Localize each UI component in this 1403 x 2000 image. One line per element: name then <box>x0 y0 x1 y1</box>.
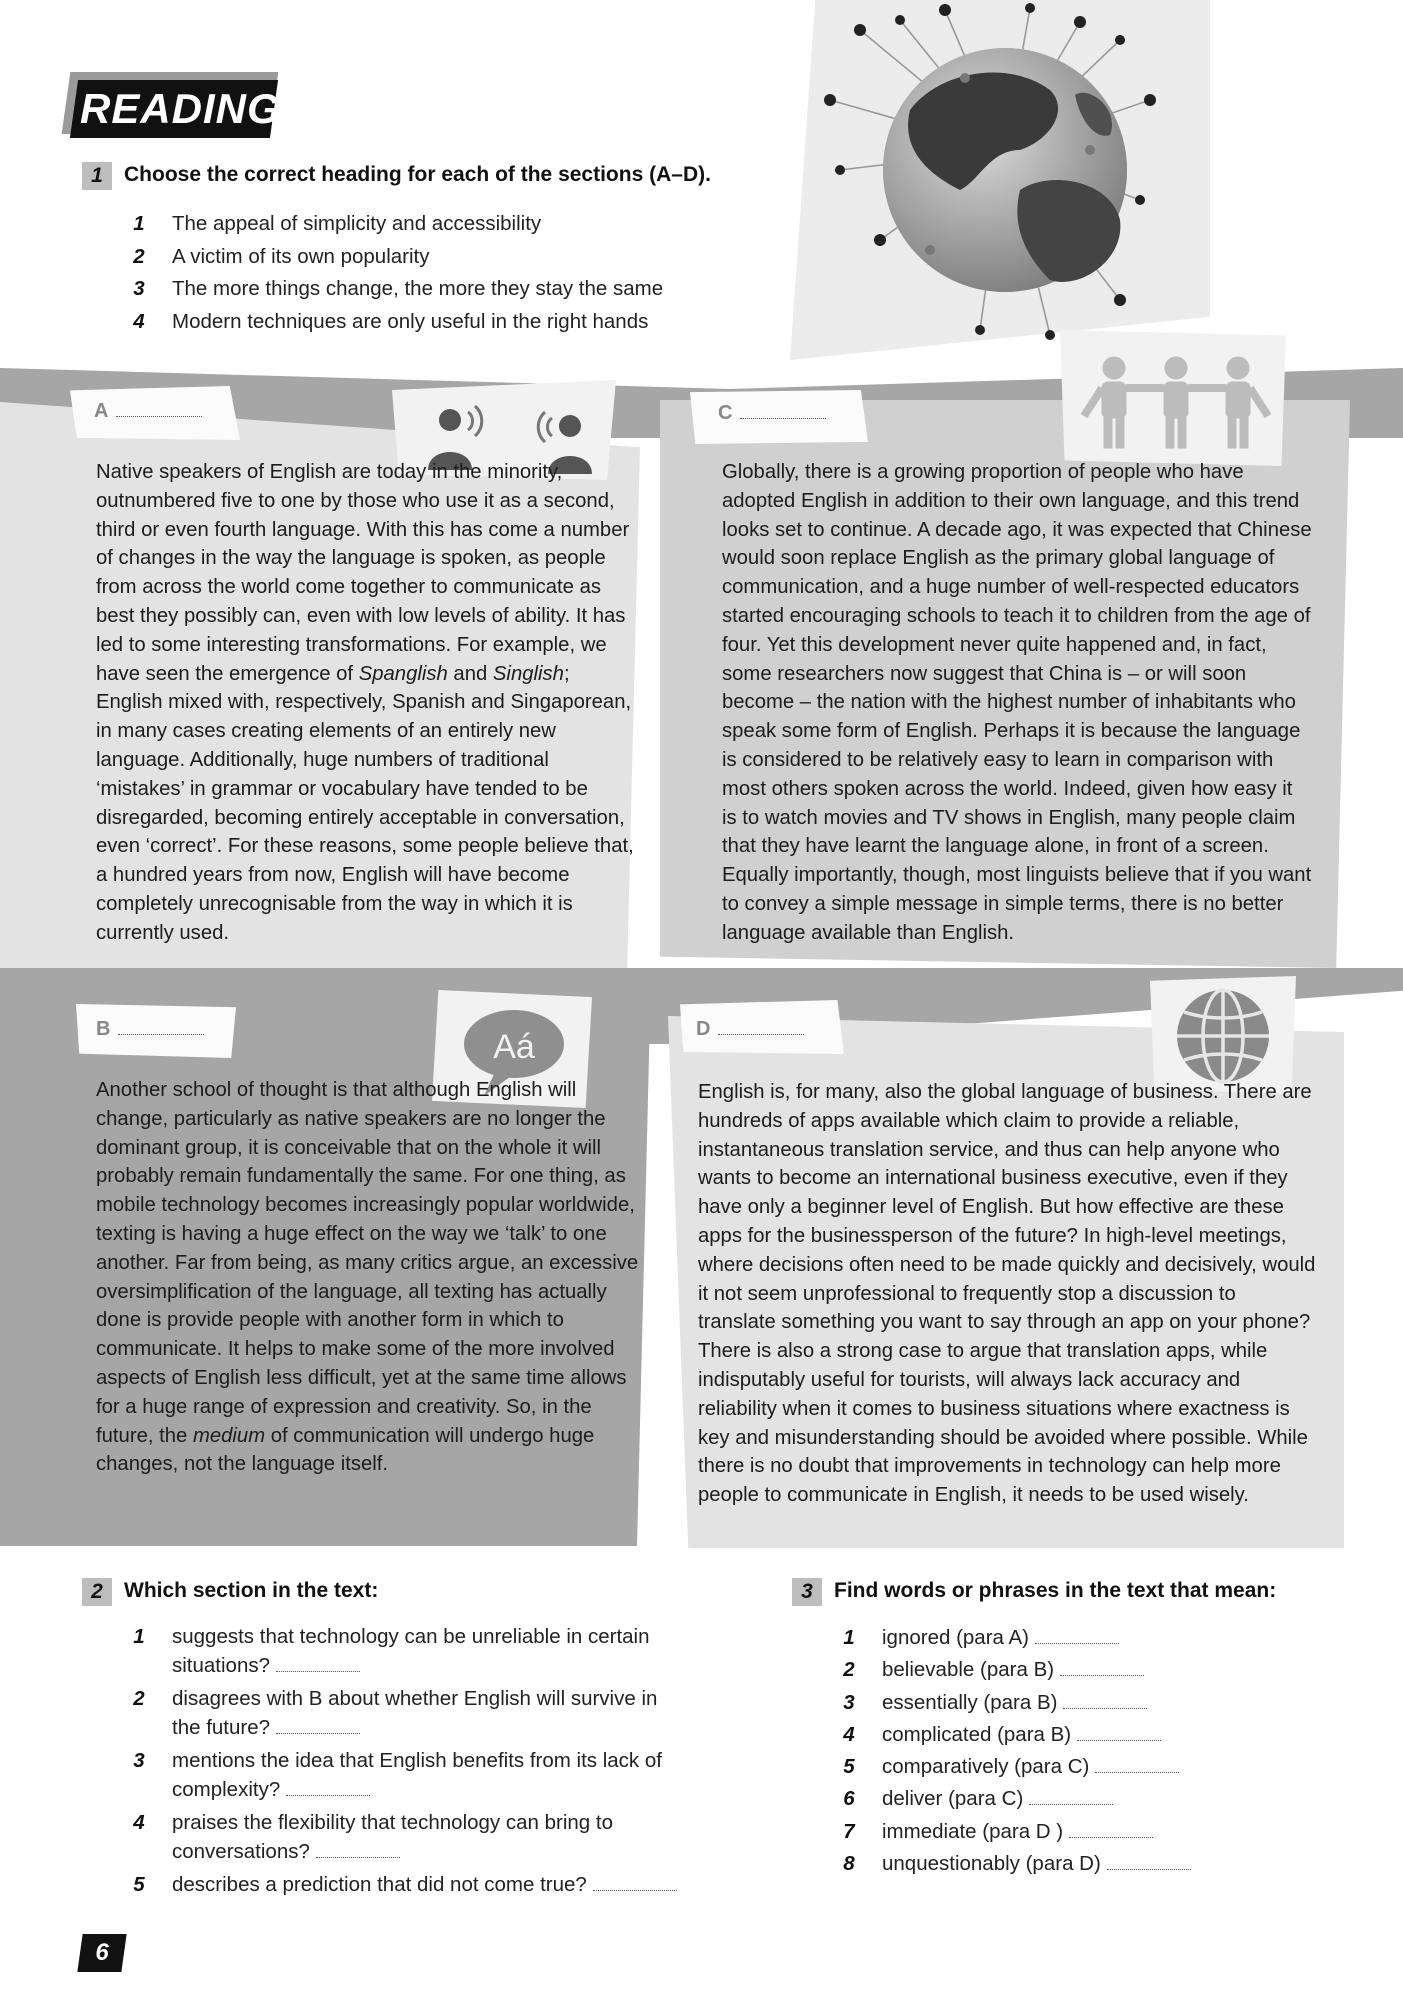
item-text: The more things change, the more they stay the same <box>172 277 664 300</box>
section-b-term: medium <box>192 1424 266 1447</box>
list-item <box>834 1687 1354 1719</box>
item-text: comparatively (para C) <box>882 1755 1090 1779</box>
list-item <box>124 273 724 306</box>
item-number: 3 <box>843 1690 855 1714</box>
section-a-term-2: Singlish <box>492 662 564 685</box>
section-d-label <box>696 1018 804 1041</box>
section-a-letter: A <box>94 400 109 422</box>
item-text: immediate (para D ) <box>882 1819 1064 1843</box>
exercise-1-number: 1 <box>82 162 112 190</box>
answer-blank[interactable] <box>1035 1642 1119 1644</box>
item-number: 1 <box>133 1625 145 1648</box>
item-text: mentions the idea that English benefits from its lack of complexity? <box>172 1749 662 1801</box>
answer-blank[interactable] <box>1069 1836 1153 1838</box>
item-text: essentially (para B) <box>882 1690 1058 1714</box>
section-c-text <box>722 458 1312 948</box>
item-text: complicated (para B) <box>882 1722 1072 1746</box>
item-text: believable (para B) <box>882 1658 1055 1682</box>
list-item <box>124 1870 684 1899</box>
section-b-text <box>96 1076 642 1479</box>
list-item <box>124 208 724 241</box>
exercise-3-list <box>834 1622 1354 1880</box>
list-item <box>834 1848 1354 1880</box>
answer-blank[interactable] <box>1095 1771 1179 1773</box>
globe-icon <box>1168 984 1278 1088</box>
page-number: 6 <box>95 1939 109 1966</box>
section-a-answer-blank[interactable] <box>116 416 202 417</box>
item-text: Modern techniques are only useful in the right hands <box>172 309 649 333</box>
list-item <box>834 1654 1354 1686</box>
item-number: 4 <box>133 1811 145 1834</box>
exercise-3-instruction: Find words or phrases in the text that mean: <box>834 1579 1277 1602</box>
item-number: 2 <box>843 1658 855 1682</box>
section-a-label <box>94 400 202 423</box>
list-item <box>124 241 724 274</box>
item-text: unquestionably (para D) <box>882 1852 1101 1876</box>
people-holding-hands-icon <box>1076 352 1276 452</box>
section-d-paragraph: English is, for many, also the global language of business. There are hundreds of apps available which claim to provide a reliable, instantaneous translation service, and thus can help anyone who wants to become an international business executive, even if they have only a beginner level of English. But how effective are these apps for the businessperson of the future? In high-level meetings, where decisions often need to be made quickly and decisively, would it not seem unprofessional to frequently stop a discussion to translate something you want to say through an app on your phone? There is also a strong case to argue that translation apps, while indisputably useful for tourists, will always lack accuracy and reliability when it comes to business situations where exactness is key and misunderstanding should be avoided where possible. While there is no doubt that improvements in technology can help more people to communicate in English, it needs to be used wisely. <box>698 1081 1316 1507</box>
item-text: disagrees with B about whether English will survive in the future? <box>172 1687 658 1739</box>
section-b-paragraph: Another school of thought is that although English will change, particularly as native speakers are no longer the dominant group, it is conceivable that on the whole it will probably remain fundamentally the same. For one thing, as mobile technology becomes increasingly popular worldwide, texting is having a huge effect on the way we ‘talk’ to one another. Far from being, as many critics argue, an excessive oversimplification of the language, all texting has actually done is provide people with another form in which to communicate. It helps to make some of the more involved aspects of English less difficult, yet at the same time allows for a huge range of expression and creativity. So, in the future, the <box>96 1079 639 1447</box>
section-d-letter: D <box>696 1018 711 1040</box>
section-c-label <box>718 402 826 425</box>
section-a-and: and <box>447 662 493 685</box>
section-c-answer-blank[interactable] <box>740 418 826 419</box>
item-number: 6 <box>843 1787 855 1811</box>
item-number: 5 <box>133 1873 145 1896</box>
answer-blank[interactable] <box>1107 1868 1191 1870</box>
section-b-answer-blank[interactable] <box>118 1034 204 1035</box>
exercise-2-number: 2 <box>82 1578 112 1606</box>
list-item <box>124 1622 684 1680</box>
item-number: 3 <box>133 277 145 300</box>
section-a-term-1: Spanglish <box>358 662 448 685</box>
section-b-paragraph-rest: of communication will undergo huge changes, not the language itself. <box>96 1424 595 1476</box>
item-text: deliver (para C) <box>882 1787 1024 1811</box>
section-c-paragraph: Globally, there is a growing proportion of people who have adopted English in addition to their own language, and this trend looks set to continue. A decade ago, it was expected that Chinese would soon replace English as the primary global language of communication, and a huge number of well-respected educators started encouraging schools to teach it to children from the age of four. Yet this development never quite happened and, in fact, some researchers now suggest that China is – or will soon become – the nation with the highest number of inhabitants who speak some form of English. Perhaps it is because the language is considered to be relatively easy to learn in comparison with most others spoken across the world. Indeed, given how easy it is to watch movies and TV shows in English, many people claim that they have learnt the language alone, in front of a screen. Equally importantly, though, most linguists believe that if you want to convey a simple message in simple terms, there is no better language available than English. <box>722 461 1312 944</box>
speech-bubble-text: Aá <box>493 1028 535 1066</box>
exercise-2-instruction: Which section in the text: <box>124 1579 379 1602</box>
item-number: 8 <box>843 1852 855 1876</box>
section-d-answer-blank[interactable] <box>718 1034 804 1035</box>
answer-blank[interactable] <box>276 1732 360 1734</box>
list-item <box>834 1816 1354 1848</box>
section-a-paragraph-rest: ; English mixed with, respectively, Spanish and Singaporean, in many cases creating elements of an entirely new language. Additionally, huge numbers of traditional ‘mistakes’ in grammar or vocabulary have tended to be disregarded, becoming entirely acceptable in conversation, even ‘correct’. For these reasons, some people believe that, a hundred years from now, English will have become completely unrecognisable from the way in which it is currently used. <box>96 662 634 944</box>
section-c-letter: C <box>718 402 733 424</box>
item-number: 3 <box>133 1749 145 1772</box>
list-item <box>124 306 724 339</box>
item-number: 4 <box>133 309 145 333</box>
item-number: 4 <box>843 1722 855 1746</box>
item-number: 7 <box>843 1819 855 1843</box>
list-item <box>124 1684 684 1742</box>
list-item <box>124 1746 684 1804</box>
answer-blank[interactable] <box>1029 1803 1113 1805</box>
exercise-2-list <box>124 1622 684 1899</box>
answer-blank[interactable] <box>316 1856 400 1858</box>
answer-blank[interactable] <box>276 1670 360 1672</box>
list-item <box>834 1622 1354 1654</box>
section-b-label <box>96 1018 204 1041</box>
item-text: describes a prediction that did not come true? <box>172 1873 587 1896</box>
answer-blank[interactable] <box>593 1889 677 1891</box>
item-number: 1 <box>133 212 145 235</box>
list-item <box>834 1783 1354 1815</box>
item-number: 2 <box>133 1687 145 1710</box>
item-text: praises the flexibility that technology can bring to conversations? <box>172 1811 614 1863</box>
list-item <box>834 1719 1354 1751</box>
exercise-1-list <box>124 208 724 338</box>
page-title: READING <box>80 85 281 132</box>
exercise-1-instruction: Choose the correct heading for each of the sections (A–D). <box>124 163 711 186</box>
globe-with-pins-icon <box>790 0 1210 360</box>
item-text: ignored (para A) <box>882 1626 1030 1649</box>
list-item <box>124 1808 684 1866</box>
list-item <box>834 1751 1354 1783</box>
section-d-text <box>698 1078 1318 1510</box>
answer-blank[interactable] <box>286 1794 370 1796</box>
exercise-3-number: 3 <box>792 1578 822 1606</box>
section-a-text <box>96 458 636 948</box>
section-a-paragraph: Native speakers of English are today in the minority, outnumbered five to one by those who use it as a second, third or even fourth language. With this has come a number of changes in the way the language is spoken, as people from across the world come together to communicate as best they possibly can, even with low levels of ability. It has led to some interesting transformations. For example, we have seen the emergence of <box>96 461 630 685</box>
item-text: The appeal of simplicity and accessibility <box>172 212 542 235</box>
item-number: 2 <box>133 244 145 268</box>
item-text: suggests that technology can be unreliable in certain situations? <box>172 1625 650 1677</box>
section-b-letter: B <box>96 1018 111 1040</box>
item-number: 1 <box>843 1626 855 1649</box>
item-number: 5 <box>843 1755 855 1779</box>
answer-blank[interactable] <box>1063 1707 1147 1709</box>
answer-blank[interactable] <box>1060 1674 1144 1676</box>
answer-blank[interactable] <box>1077 1739 1161 1741</box>
item-text: A victim of its own popularity <box>172 244 430 268</box>
